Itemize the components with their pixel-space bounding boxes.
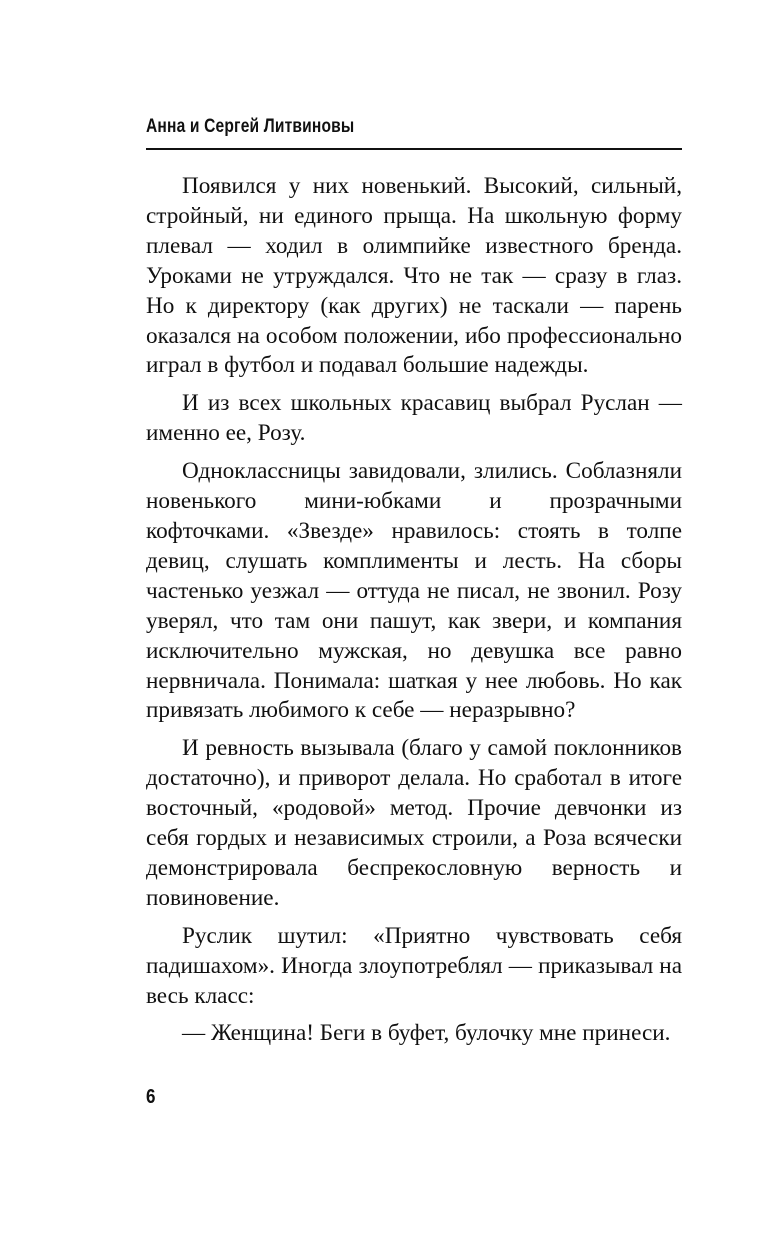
running-head: Анна и Сергей Литвиновы — [146, 116, 355, 137]
paragraph: И ревность вызывала (благо у самой поклонников достаточно), и приворот делала. Но сработал в итоге восточный, «родовой» метод. Прочие девчонки из себя гордых и независимых строили, а Роза всячески демонстрировала беспрекословную верность и повиновение. — [146, 735, 682, 911]
paragraph: — Женщина! Беги в буфет, булочку мне принеси. — [182, 1020, 671, 1047]
paragraph: И из всех школьных красавиц выбрал Руслан — именно ее, Розу. — [146, 390, 682, 447]
page-header — [146, 114, 682, 150]
paragraph: Одноклассницы завидовали, злились. Соблазняли новенького мини-юбками и прозрачными кофточками. «Звезде» нравилось: стоять в толпе девиц, слушать комплименты и лесть. На сборы частенько уезжал — оттуда не писал, не звонил. Розу уверял, что там они пашут, как звери, и компания исключительно мужская, но девушка все равно нервничала. Понимала: шаткая у нее любовь. Но как привязать любимого к себе — неразрывно? — [146, 458, 682, 724]
page-number: 6 — [146, 1086, 156, 1108]
paragraph: Появился у них новенький. Высокий, сильный, стройный, ни единого прыща. На школьную форму плевал — ходил в олимпийке известного бренда. Уроками не утруждался. Что не так — сразу в глаз. Но к директору (как других) не таскали — парень оказался на особом положении, ибо профессионально играл в футбол и подавал большие надежды. — [146, 173, 682, 379]
main-text — [146, 172, 682, 1057]
paragraph: Руслик шутил: «Приятно чувствовать себя падишахом». Иногда злоупотреблял — приказывал на весь класс: — [146, 922, 682, 1009]
